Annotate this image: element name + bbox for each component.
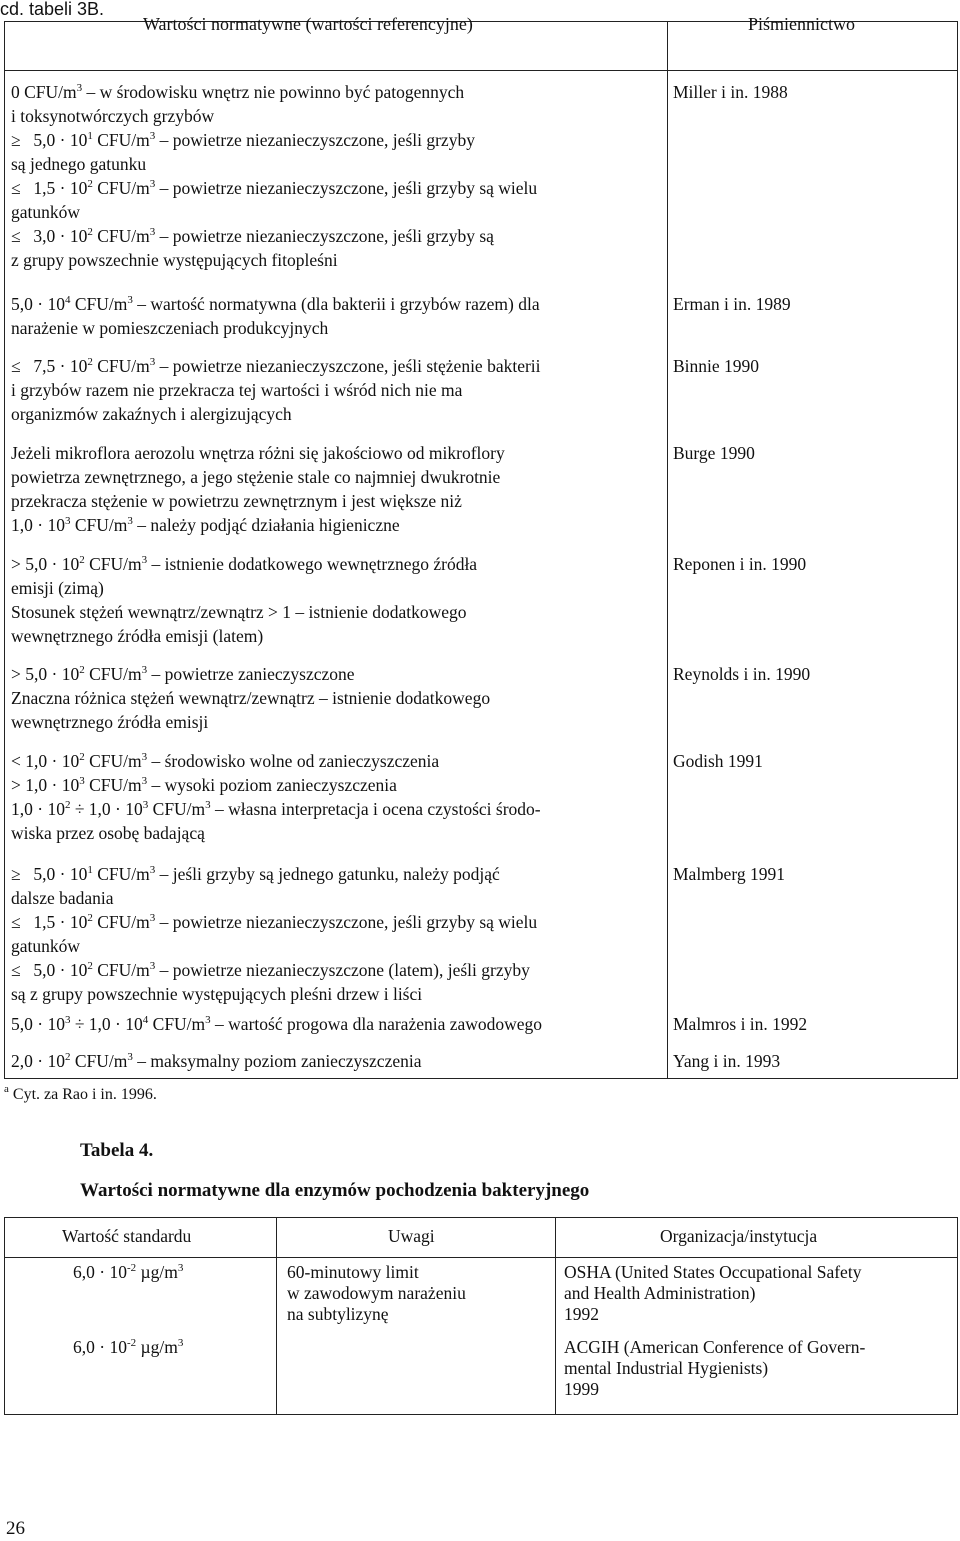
reference-cell: Binnie 1990 [673,356,760,376]
text-line: i grzybów razem nie przekracza tej wartości i wśród nich nie ma [11,380,463,400]
text-line: ≤ $5,0 \cdot 10^2$ CFU/$m^3$ – powietrze niezanieczyszczone (latem), jeśli grzyby [11,960,530,980]
text-line: powietrza zewnętrznego, a jego stężenie stale co najmniej dwukrotnie [11,467,501,487]
text-line: mental Industrial Hygienists) [564,1358,769,1378]
text-line: ≤ $3,0 \cdot 10^2$ CFU/$m^3$ – powietrze niezanieczyszczone, jeśli grzyby są [11,226,494,246]
text-line: ≥ $5,0 \cdot 10^1$ CFU/$m^3$ – powietrze niezanieczyszczone, jeśli grzyby [11,130,475,150]
header-divider [5,1257,957,1258]
header-organization: Organizacja/instytucja [660,1226,818,1246]
text-line: w zawodowym narażeniu [287,1283,466,1303]
column-divider [555,1218,556,1414]
table-row [11,354,651,426]
table-row [11,80,651,272]
text-line: z grupy powszechnie występujących fitopleśni [11,250,338,270]
remarks-cell [287,1262,466,1325]
text-line: organizmów zakaźnych i alergizujących [11,404,292,424]
text-line: ≤ $7,5 \cdot 10^2$ CFU/$m^3$ – powietrze niezanieczyszczone, jeśli stężenie bakterii [11,356,541,376]
organization-cell [564,1262,861,1325]
table-row [11,1012,651,1036]
standard-value-cell [73,1262,183,1283]
reference-cell: Malmberg 1991 [673,864,785,884]
reference-cell: Burge 1990 [673,443,755,463]
text-line: wewnętrznego źródła emisji [11,712,209,732]
text-line: wewnętrznego źródła emisji (latem) [11,626,264,646]
text-line: ≤ $1,5 \cdot 10^2$ CFU/$m^3$ – powietrze niezanieczyszczone, jeśli grzyby są wielu [11,912,538,932]
text-line: narażenie w pomieszczeniach produkcyjnych [11,318,329,338]
text-line: przekracza stężenie w powietrzu zewnętrznym i jest większe niż [11,491,462,511]
text-line: i toksynotwórczych grzybów [11,106,215,126]
reference-cell: Reponen i in. 1990 [673,554,807,574]
table-row [11,552,651,648]
organization-cell [564,1337,865,1400]
text-line: Jeżeli mikroflora aerozolu wnętrza różni się jakościowo od mikroflory [11,443,505,463]
table-row [11,749,651,845]
text-line: 1992 [564,1304,599,1324]
text-line: są z grupy powszechnie występujących pleśni drzew i liści [11,984,423,1004]
text-line: ≥ $5,0 \cdot 10^1$ CFU/$m^3$ – jeśli grzyby są jednego gatunku, należy podjąć [11,864,500,884]
page-number: 26 [6,1518,25,1539]
table-row [11,1049,651,1073]
table-row [11,292,651,340]
text-line: $5,0 \cdot 10^4$ CFU/$m^3$ – wartość normatywna (dla bakterii i grzybów razem) dla [11,294,540,314]
text-line: 60-minutowy limit [287,1262,419,1282]
table-4-label: Tabela 4. [80,1140,154,1161]
text-line: $5,0 \cdot 10^3 \div 1,0 \cdot 10^4$ CFU/$m^3$ – wartość progowa dla narażenia zawodowego [11,1014,543,1034]
text-line: $2,0 \cdot 10^2$ CFU/$m^3$ – maksymalny poziom zanieczyszczenia [11,1051,422,1071]
reference-cell: Yang i in. 1993 [673,1051,781,1071]
table-row [11,441,651,537]
header-remarks: Uwagi [388,1226,435,1246]
text-line: $1,0 \cdot 10^2 \div 1,0 \cdot 10^3$ CFU/$m^3$ – własna interpretacja i ocena czystości środo- [11,799,541,819]
column-divider [667,22,668,1078]
standard-value-cell [73,1337,183,1358]
text-line: na subtylizynę [287,1304,389,1324]
header-literature: Piśmiennictwo [748,14,855,34]
reference-cell: Miller i in. 1988 [673,82,788,102]
text-line: wiska przez osobę badającą [11,823,205,843]
text-line: 1999 [564,1379,599,1399]
reference-cell: Malmros i in. 1992 [673,1014,808,1034]
text-line: > $5,0 \cdot 10^2$ CFU/$m^3$ – powietrze zanieczyszczone [11,664,355,684]
text-line: dalsze badania [11,888,114,908]
text-line: $6,0 \cdot 10^{-2}$ $\mu g/m^3$ [73,1262,184,1282]
text-line: Stosunek stężeń wewnątrz/zewnątrz > 1 – istnienie dodatkowego [11,602,467,622]
header-standard-value: Wartość standardu [62,1226,192,1246]
text-line: emisji (zimą) [11,578,104,598]
text-line: gatunków [11,202,81,222]
text-line: $1,0 \cdot 10^3$ CFU/$m^3$ – należy podjąć działania higieniczne [11,515,400,535]
table-4-title: Wartości normatywne dla enzymów pochodzenia bakteryjnego [80,1180,590,1201]
header-divider [5,70,957,71]
text-line: OSHA (United States Occupational Safety [564,1262,862,1282]
table-row [11,662,651,734]
header-values: Wartości normatywne (wartości referencyjne) [143,14,473,34]
reference-cell: Erman i in. 1989 [673,294,791,314]
reference-cell: Reynolds i in. 1990 [673,664,811,684]
text-line: $6,0 \cdot 10^{-2}$ $\mu g/m^3$ [73,1337,184,1357]
footnote: $^a$ Cyt. za Rao i in. 1996. [4,1083,157,1103]
text-line: > $1,0 \cdot 10^3$ CFU/$m^3$ – wysoki poziom zanieczyszczenia [11,775,397,795]
text-line: 0 CFU/$m^3$ – w środowisku wnętrz nie powinno być patogennych [11,82,465,102]
table-row [11,862,651,1006]
text-line: ≤ $1,5 \cdot 10^2$ CFU/$m^3$ – powietrze niezanieczyszczone, jeśli grzyby są wielu [11,178,538,198]
text-line: ACGIH (American Conference of Govern- [564,1337,866,1357]
text-line: Znaczna różnica stężeń wewnątrz/zewnątrz – istnienie dodatkowego [11,688,491,708]
text-line: > $5,0 \cdot 10^2$ CFU/$m^3$ – istnienie dodatkowego wewnętrznego źródła [11,554,478,574]
continuation-label: cd. tabeli 3B. [0,0,105,19]
column-divider [276,1218,277,1414]
text-line: and Health Administration) [564,1283,756,1303]
reference-cell: Godish 1991 [673,751,763,771]
text-line: gatunków [11,936,81,956]
text-line: są jednego gatunku [11,154,147,174]
text-line: < $1,0 \cdot 10^2$ CFU/$m^3$ – środowisko wolne od zanieczyszczenia [11,751,440,771]
